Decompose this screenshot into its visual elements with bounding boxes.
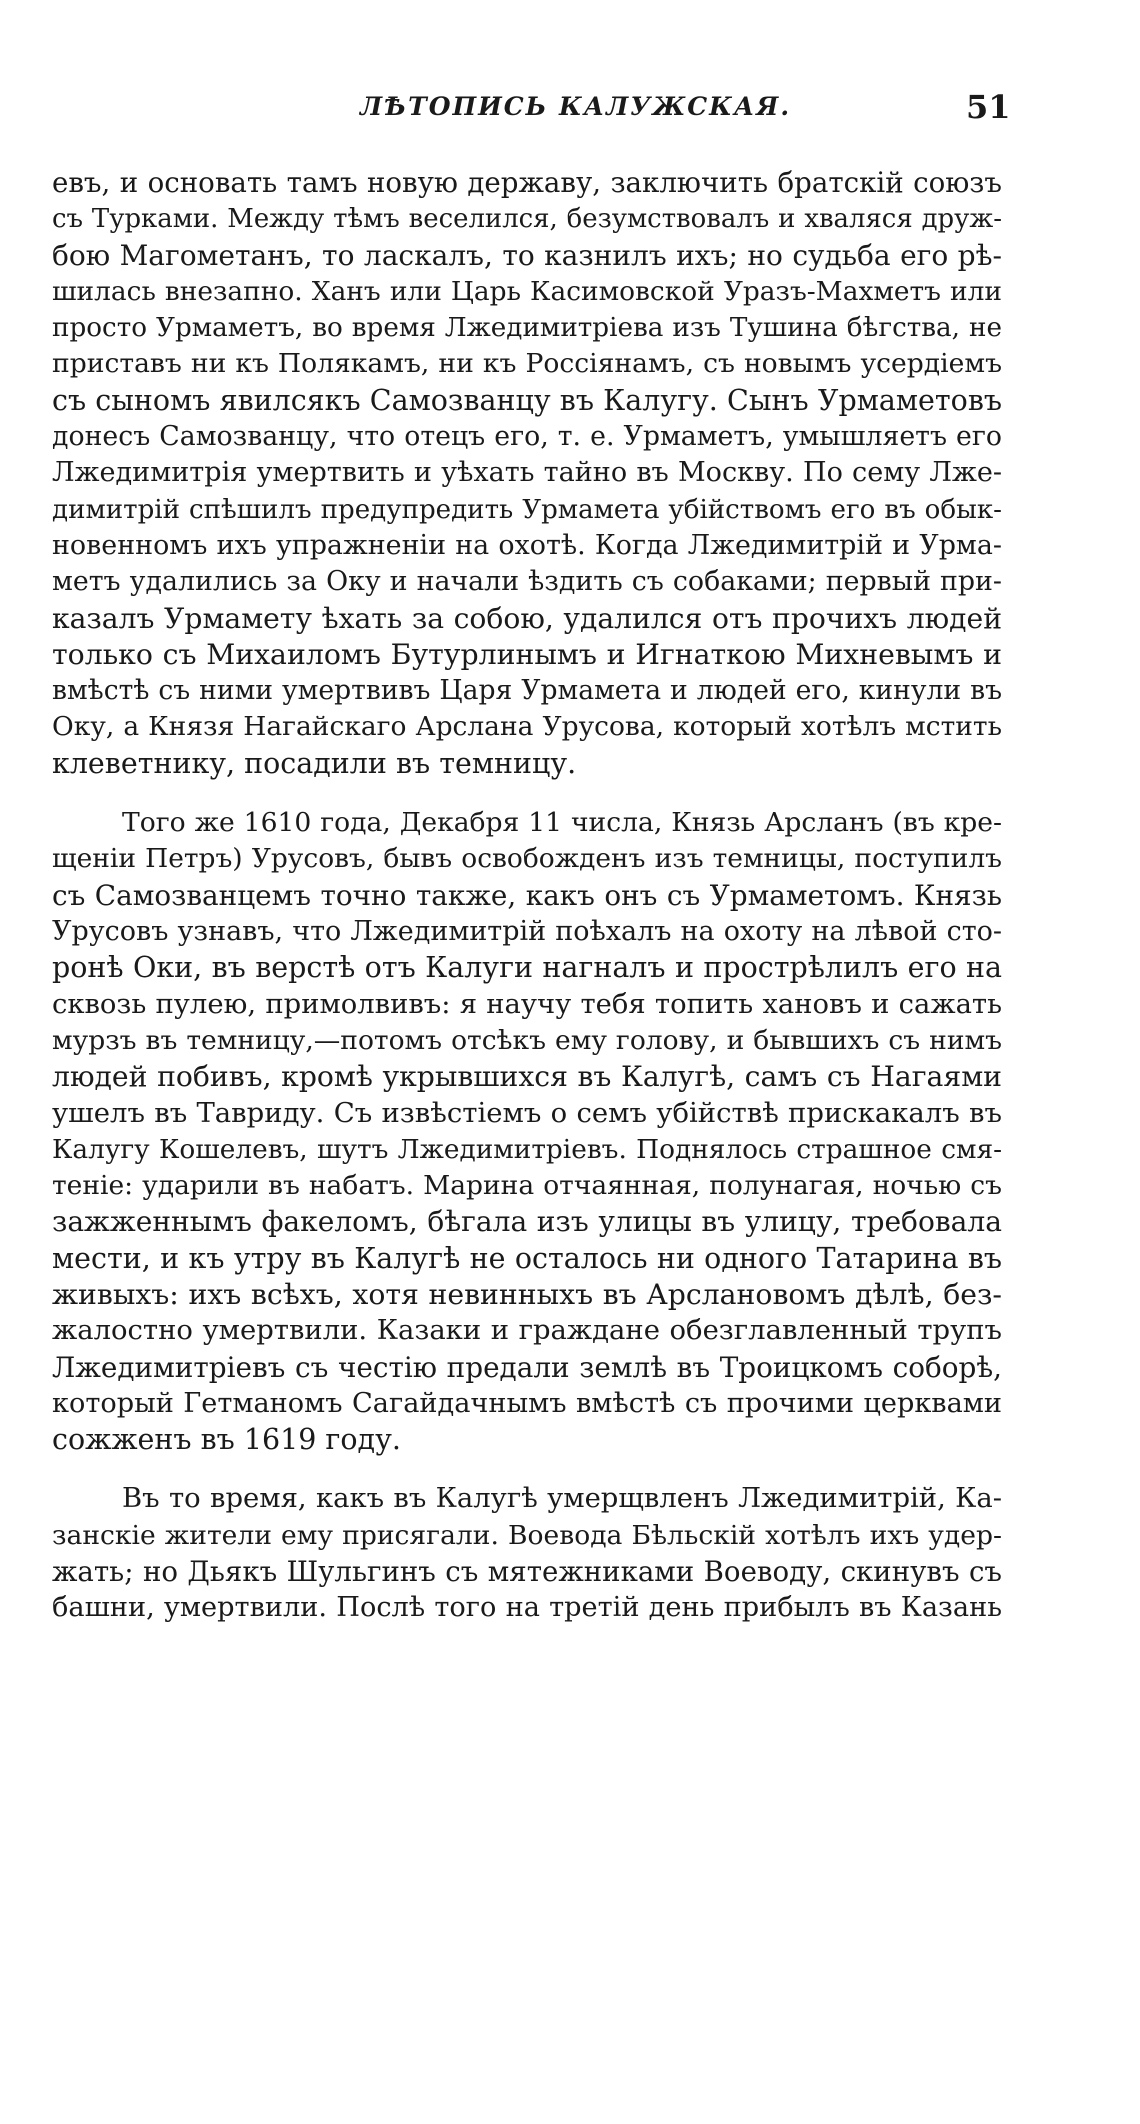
text-line: ронѣ Оки, въ верстѣ отъ Калуги нагналъ и прострѣлилъ его на [52, 951, 1002, 985]
text-line: димитрій спѣшилъ предупредить Урмамета убійствомъ его въ обык- [52, 494, 1002, 525]
text-line: Лжедимитріевъ съ честію предали землѣ въ Троицкомъ соборѣ, [52, 1350, 1002, 1384]
running-title: ЛѢТОПИСЬ КАЛУЖСКАЯ. [360, 92, 792, 121]
text-line: вмѣстѣ съ ними умертвивъ Царя Урмамета и людей его, кинули въ [52, 675, 1002, 707]
text-line: мести, и къ утру въ Калугѣ не осталось ни одного Татарина въ [52, 1241, 1002, 1275]
text-line: теніе: ударили въ набатъ. Марина отчаянная, полунагая, ночью съ [52, 1170, 1002, 1202]
paragraph-1 [52, 165, 1002, 782]
paragraph-gap [52, 782, 1002, 805]
text-line: Калугу Кошелевъ, шутъ Лжедимитріевъ. Поднялось страшное смя- [52, 1134, 1002, 1165]
text-line: Того же 1610 года, Декабря 11 числа, Князь Арсланъ (въ кре- [122, 807, 1002, 839]
text-line: занскіе жители ему присягали. Воевода Бѣльскій хотѣлъ ихъ удер- [52, 1519, 1002, 1551]
text-line: просто Урмаметъ, во время Лжедимитріева изъ Тушина бѣгства, не [52, 313, 1002, 344]
text-line: донесъ Самозванцу, что отецъ его, т. е. Урмаметъ, умышляетъ его [52, 421, 1002, 453]
text-line: людей побивъ, кромѣ укрывшихся въ Калугѣ, самъ съ Нагаями [52, 1060, 1002, 1094]
text-line: который Гетманомъ Сагайдачнымъ вмѣстѣ съ прочими церквами [52, 1387, 1002, 1419]
paragraph-3 [52, 1481, 1002, 1626]
text-line: жалостно умертвили. Казаки и граждане обезглавленный трупъ [52, 1315, 1002, 1347]
text-line: башни, умертвили. Послѣ того на третій день прибылъ въ Казань [52, 1592, 1002, 1624]
text-line: Оку, а Князя Нагайскаго Арслана Урусова, который хотѣлъ мстить [52, 711, 1002, 743]
text-line: бою Магометанъ, то ласкалъ, то казнилъ ихъ; но судьба его рѣ- [52, 238, 1002, 272]
text-line: сквозь пулею, примолвивъ: я научу тебя топить хановъ и сажать [52, 988, 1002, 1020]
text-line: евъ, и основать тамъ новую державу, заключить братскій союзъ [52, 166, 1002, 199]
text-line: клеветнику, посадили въ темницу. [52, 746, 577, 780]
text-line: казалъ Урмамету ѣхать за собою, удалился отъ прочихъ людей [52, 601, 1002, 635]
text-line: живыхъ: ихъ всѣхъ, хотя невинныхъ въ Арслановомъ дѣлѣ, без- [52, 1277, 1002, 1311]
text-line: мурзъ въ темницу,—потомъ отсѣкъ ему голову, и бывшихъ съ нимъ [52, 1024, 1002, 1056]
text-line: Лжедимитрія умертвить и уѣхать тайно въ Москву. По сему Лже- [52, 457, 1002, 489]
text-line: шилась внезапно. Ханъ или Царь Касимовской Уразъ-Махметъ или [52, 275, 1002, 307]
text-line: съ Самозванцемъ точно также, какъ онъ съ Урмаметомъ. Князь [52, 878, 1002, 912]
text-line: Урусовъ узнавъ, что Лжедимитрій поѣхалъ на охоту на лѣвой сто- [52, 915, 1002, 947]
text-line: Въ то время, какъ въ Калугѣ умерщвленъ Лжедимитрій, Ка- [122, 1483, 1002, 1515]
body-text [52, 165, 1002, 1627]
text-line: зажженнымъ факеломъ, бѣгала изъ улицы въ улицу, требовала [52, 1205, 1002, 1239]
text-line: только съ Михаиломъ Бутурлинымъ и Игнаткою Михневымъ и [52, 637, 1002, 671]
text-line: ушелъ въ Тавриду. Съ извѣстіемъ о семъ убійствѣ прискакалъ въ [52, 1097, 1002, 1130]
text-line: щеніи Петръ) Урусовъ, бывъ освобожденъ изъ темницы, поступилъ [52, 843, 1002, 875]
text-line: приставъ ни къ Полякамъ, ни къ Россіянамъ, съ новымъ усердіемъ [52, 348, 1002, 380]
text-line: новенномъ ихъ упражненіи на охотѣ. Когда Лжедимитрій и Урма- [52, 529, 1002, 561]
text-line: жать; но Дьякъ Шульгинъ съ мятежниками Воеводу, скинувъ съ [52, 1554, 1002, 1588]
text-line: сожженъ въ 1619 году. [52, 1423, 401, 1457]
text-line: съ сыномъ явилсякъ Самозванцу въ Калугу. Сынъ Урмаметовъ [52, 383, 1002, 417]
text-line: съ Турками. Между тѣмъ веселился, безумствовалъ и хваляся друж- [52, 204, 1002, 235]
paragraph-2 [52, 805, 1002, 1458]
text-line: метъ удалились за Оку и начали ѣздить съ собаками; первый при- [52, 566, 1002, 598]
page-number: 51 [966, 88, 1011, 126]
paragraph-gap [52, 1458, 1002, 1481]
running-head [0, 88, 1140, 132]
